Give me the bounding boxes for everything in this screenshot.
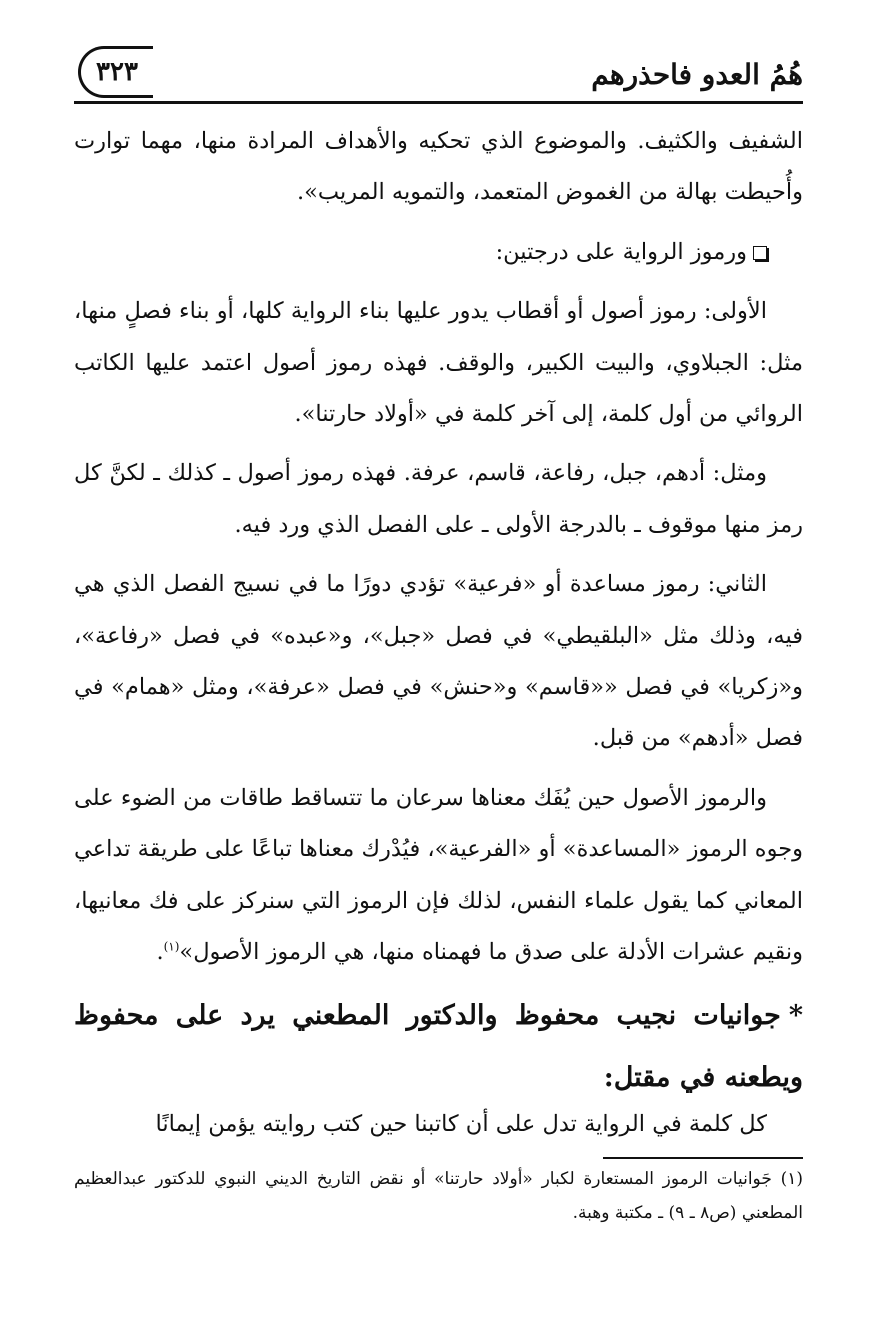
header-rule bbox=[74, 101, 803, 104]
paragraph-continuation: كل كلمة في الرواية تدل على أن كاتبنا حين كتب روايته يؤمن إيمانًا bbox=[155, 1111, 767, 1137]
paragraph-origins bbox=[74, 773, 803, 979]
paragraph-first-degree: الأولى: رموز أصول أو أقطاب يدور عليها بناء الرواية كلها، أو بناء فصلٍ منها، مثل: الجبلاوي، والبيت الكبير، والوقف. فهذه رموز أصول اعتمد عليها الكاتب الروائي من أول كلمة، إلى آخر كلمة في «أولاد حارتنا». bbox=[74, 298, 803, 428]
paragraph-examples: ومثل: أدهم، جبل، رفاعة، قاسم، عرفة. فهذه رموز أصول ـ كذلك ـ لكنَّ كل رمز منها موقوف ـ بالدرجة الأولى ـ على الفصل الذي ورد فيه. bbox=[74, 460, 803, 538]
footnote-1: (١) جَوانيات الرموز المستعارة لكبار «أولاد حارتنا» أو نقض التاريخ الديني النبوي للدكتور عبدالعظيم المطعني (ص٨ ـ ٩) ـ مكتبة وهبة. bbox=[74, 1169, 803, 1223]
footnote-rule bbox=[603, 1157, 803, 1159]
paragraph-intro bbox=[74, 227, 803, 278]
footnote-ref: (١) bbox=[163, 939, 180, 954]
paragraph-continued: الشفيف والكثيف. والموضوع الذي تحكيه والأهداف المرادة منها، مهما توارت وأُحيطت بهالة من الغموض المتعمد، والتمويه المريب». bbox=[74, 128, 803, 206]
page-number: ٣٢٣ bbox=[78, 46, 153, 98]
paragraph-origins-end: . bbox=[156, 939, 164, 966]
square-bullet-icon bbox=[753, 246, 767, 260]
asterisk-icon: * bbox=[788, 1000, 803, 1031]
running-title: هُمُ العدو فاحذرهم bbox=[591, 58, 803, 91]
section-heading bbox=[74, 985, 803, 1109]
footnotes bbox=[74, 1162, 803, 1230]
paragraph-intro-text: ورموز الرواية على درجتين: bbox=[495, 238, 747, 265]
main-text bbox=[74, 116, 803, 979]
paragraph-second-degree: الثاني: رموز مساعدة أو «فرعية» تؤدي دورًا ما في نسيج الفصل الذي هي فيه، وذلك مثل «البلقيطي» في فصل «جبل»، و«عبده» في فصل «رفاعة»، و«زكريا» في فصل ««قاسم» و«حنش» في فصل «عرفة»، ومثل «همام» في فصل «أدهم» من قبل. bbox=[74, 571, 803, 752]
paragraph-origins-text: والرموز الأصول حين يُفَك معناها سرعان ما تتساقط طاقات من الضوء على وجوه الرموز «المساعدة» أو «الفرعية»، فيُدْرك معناها تباعًا على طريقة تداعي المعاني كما يقول علماء النفس، لذلك فإن الرموز التي سنركز على فك معانيها، ونقيم عشرات الأدلة على صدق ما فهمناه منها، هي الرموز الأصول» bbox=[74, 784, 803, 966]
section-heading-text: جوانيات نجيب محفوظ والدكتور المطعني يرد على محفوظ ويطعنه في مقتل: bbox=[74, 1000, 803, 1093]
